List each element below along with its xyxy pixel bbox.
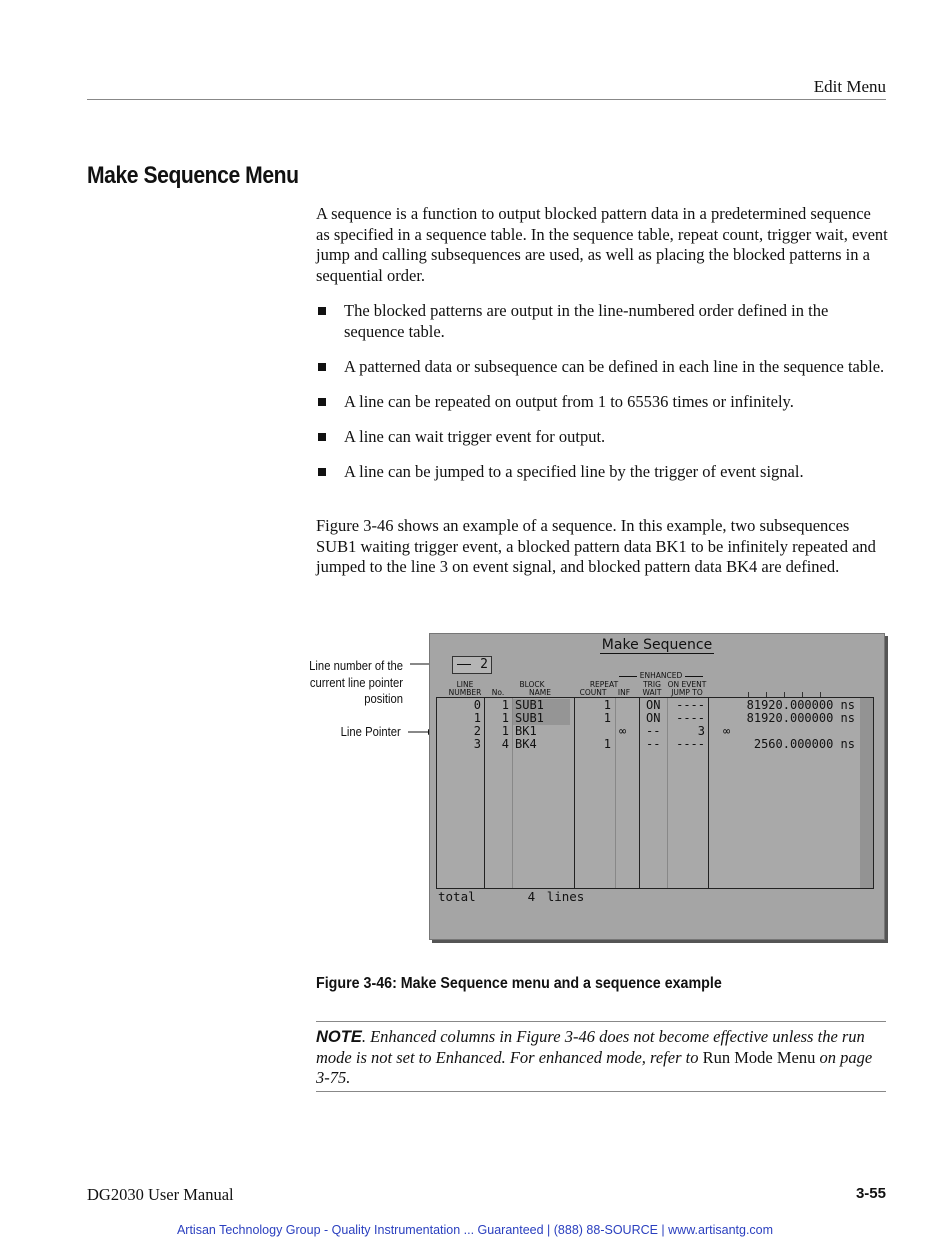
table-row-current[interactable]: 2 1 BK1 ∞ -- 3 ∞ (473, 724, 731, 738)
running-header: Edit Menu (813, 77, 886, 96)
note-label: NOTE (316, 1028, 362, 1046)
current-line-field[interactable] (452, 656, 492, 674)
arrow-right-icon (457, 664, 471, 665)
example-paragraph: Figure 3-46 shows an example of a sequence. In this example, two subsequences SUB1 waiting trigger event, a blocked pattern data BK1 to be infinitely repeated and jumped to the line 3 on event signal, and blocked pattern data BK4 are defined. (316, 516, 876, 577)
figure-caption: Figure 3-46: Make Sequence menu and a sequence example (316, 975, 722, 992)
table-row[interactable]: 1 1 SUB1 1 ON ---- 81920.000000 ns (473, 711, 855, 725)
table-row[interactable]: 3 4 BK4 1 -- ---- 2560.000000 ns (473, 737, 855, 751)
screen-title: Make Sequence (601, 637, 713, 653)
current-line-value: 2 (480, 657, 488, 672)
table-row[interactable]: 0 1 SUB1 1 ON ---- 81920.000000 ns (473, 698, 855, 712)
section-title: Make Sequence Menu (87, 162, 299, 189)
col-no: No. (491, 688, 505, 697)
list-item: A patterned data or subsequence can be defined in each line in the sequence table. (316, 357, 888, 378)
list-item: A line can wait trigger event for output. (316, 427, 888, 448)
col-block-name: BLOCK NAME (519, 680, 551, 697)
note-top-rule (316, 1021, 886, 1022)
col-line-number: LINE NUMBER (448, 680, 482, 697)
note: NOTE. Enhanced columns in Figure 3-46 does not become effective unless the run mode is not set to Enhanced. For enhanced mode, refer to Run Mode Menu on page 3-75. (316, 1027, 873, 1088)
square-bullet-icon (318, 307, 326, 315)
square-bullet-icon (318, 468, 326, 476)
col-repeat-count: COUNT (579, 688, 607, 697)
vendor-banner[interactable]: Artisan Technology Group - Quality Instrumentation ... Guaranteed | (888) 88-SOURCE | www.artisantg.com (176, 1223, 774, 1237)
list-item: A line can be repeated on output from 1 to 65536 times or infinitely. (316, 392, 888, 413)
feature-list (316, 301, 888, 497)
make-sequence-screen (429, 633, 885, 940)
col-event-jump: ON EVENT JUMP TO (667, 680, 707, 697)
col-repeat-inf: INF (617, 688, 631, 697)
square-bullet-icon (318, 363, 326, 371)
square-bullet-icon (318, 433, 326, 441)
manual-title: DG2030 User Manual (87, 1185, 234, 1204)
total-lines: total 4 lines (438, 889, 585, 904)
col-repeat: REPEAT (589, 680, 619, 689)
intro-paragraph: A sequence is a function to output blocked pattern data in a predetermined sequence as specified in a sequence table. In the sequence table, repeat count, trigger wait, event jump and calling subsequences are used, as well as placing the blocked patterns in a sequential order. (316, 204, 888, 285)
sequence-table[interactable] (436, 697, 874, 889)
run-mode-menu-link[interactable]: Run Mode Menu (702, 1047, 816, 1067)
page-number: 3-55 (855, 1185, 886, 1202)
line-pointer-callout: Line Pointer (340, 725, 401, 739)
table-scrollbar[interactable] (860, 698, 873, 888)
col-trig-wait: TRIG WAIT (642, 680, 662, 697)
square-bullet-icon (318, 398, 326, 406)
note-bottom-rule (316, 1091, 886, 1092)
list-item: The blocked patterns are output in the line-numbered order defined in the sequence table. (316, 301, 888, 342)
line-number-callout: Line number of the current line pointer position (309, 659, 403, 706)
list-item: A line can be jumped to a specified line by the trigger of event signal. (316, 462, 888, 483)
header-divider (87, 99, 886, 100)
enhanced-group-label: ENHANCED (616, 672, 706, 680)
